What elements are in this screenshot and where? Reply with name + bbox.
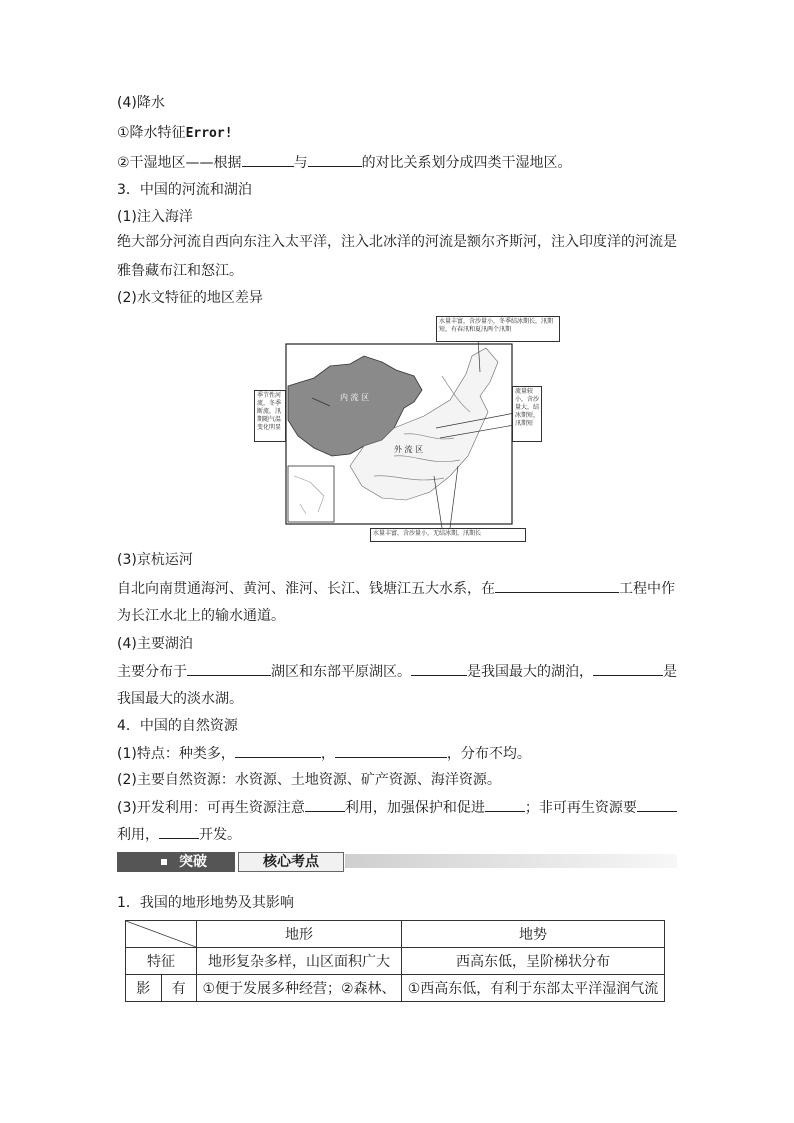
error-marker: Error! — [185, 126, 233, 141]
ocean-para-line1: 绝大部分河流自西向东注入太平洋，注入北冰洋的河流是额尔齐斯河，注入印度洋的河流是 — [117, 234, 677, 250]
table-corner-cell — [126, 921, 197, 948]
canal-para-line2: 为长江水北上的输水通道。 — [117, 608, 285, 624]
resources-title: 4．中国的自然资源 — [117, 718, 238, 734]
note-yellow-river: 流量较小，含沙量大，结冰期短，汛期短 — [512, 386, 542, 442]
fill-blank[interactable] — [495, 578, 619, 593]
dry-wet-text-c: 的对比关系划分成四类干湿地区。 — [361, 155, 572, 171]
map-figure — [254, 316, 554, 542]
lakes-para-line1 — [117, 661, 677, 682]
use-text-e: 开发。 — [199, 827, 241, 843]
lakes-subheading: (4)主要湖泊 — [117, 636, 193, 652]
table-row-label: 影 — [126, 975, 162, 1002]
use-text-d: 利用， — [117, 827, 159, 843]
table-header-terrain: 地形 — [197, 921, 402, 948]
features-text-c: ，分布不均。 — [446, 746, 531, 762]
table-cell: 西高东低，呈阶梯状分布 — [402, 948, 665, 975]
lakes-para-line2: 我国最大的淡水湖。 — [117, 691, 243, 707]
lakes-text-a: 主要分布于 — [117, 664, 187, 680]
table-cell: 地形复杂多样，山区面积广大 — [197, 948, 402, 975]
note-south: 水量丰富，含沙量小，无结冰期，汛期长 — [370, 528, 526, 542]
canal-para-line1 — [117, 578, 675, 599]
resources-use-line2 — [117, 824, 241, 845]
dry-wet-text-a: ②干湿地区——根据 — [117, 155, 242, 171]
dry-wet-text-b: 与 — [293, 155, 308, 171]
table-header-relief: 地势 — [402, 921, 665, 948]
canal-text-b: 工程中作 — [619, 581, 675, 597]
terrain-table — [125, 920, 665, 1002]
precipitation-feature-label: ①降水特征 — [117, 125, 186, 141]
outer-region-label: 外 流 区 — [394, 445, 424, 454]
fill-blank[interactable] — [637, 797, 677, 812]
canal-subheading: (3)京杭运河 — [117, 552, 193, 568]
ocean-subheading: (1)注入海洋 — [117, 209, 193, 225]
fill-blank[interactable] — [308, 152, 362, 167]
table-cell: ①西高东低，有利于东部太平洋湿润气流 — [402, 975, 665, 1002]
lakes-text-d: 是 — [663, 664, 677, 680]
use-text-b: 利用，加强保护和促进 — [344, 800, 485, 816]
lakes-text-c: 是我国最大的湖泊， — [467, 664, 593, 680]
fill-blank[interactable] — [335, 743, 447, 758]
fill-blank[interactable] — [159, 824, 199, 839]
terrain-title: 1．我国的地形地势及其影响 — [117, 895, 294, 911]
fill-blank[interactable] — [235, 743, 321, 758]
fill-blank[interactable] — [593, 661, 663, 676]
ocean-para-line2: 雅鲁藏布江和怒江。 — [117, 263, 243, 279]
fill-blank[interactable] — [242, 152, 294, 167]
table-row-label: 特征 — [126, 948, 197, 975]
fill-blank[interactable] — [485, 797, 525, 812]
features-text-b: ， — [320, 746, 335, 762]
section-banner — [117, 852, 677, 872]
table-row — [126, 948, 665, 975]
fill-blank[interactable] — [187, 661, 271, 676]
inner-region-label: 内 流 区 — [340, 393, 370, 402]
features-text-a: (1)特点：种类多， — [117, 746, 235, 762]
table-cell: ①便于发展多种经营；②森林、 — [197, 975, 402, 1002]
note-northeast: 水量丰富，含沙量小，冬季结冰期长，汛期短，有春汛和夏汛两个汛期 — [436, 316, 560, 342]
resources-features-line — [117, 743, 531, 764]
south-sea-inset — [288, 466, 334, 522]
china-hydrology-map — [254, 316, 554, 542]
table-row — [126, 975, 665, 1002]
fill-blank[interactable] — [305, 797, 345, 812]
canal-text-a: 自北向南贯通海河、黄河、淮河、长江、钱塘江五大水系，在 — [117, 581, 495, 597]
precipitation-heading: (4)降水 — [117, 95, 165, 111]
precipitation-feature-line — [117, 123, 233, 144]
note-northwest: 季节性河流，冬季断流，汛期随气温变化明显 — [254, 390, 286, 442]
rivers-lakes-title: 3．中国的河流和湖泊 — [117, 182, 252, 198]
use-text-a: (3)开发利用：可再生资源注意 — [117, 800, 305, 816]
square-bullet-icon — [161, 859, 167, 865]
table-row-label: 有 — [161, 975, 197, 1002]
lakes-text-b: 湖区和东部平原湖区。 — [271, 664, 411, 680]
use-text-c: ；非可再生资源要 — [524, 800, 637, 816]
banner-tab: 核心考点 — [238, 852, 344, 872]
hydrology-subheading: (2)水文特征的地区差异 — [117, 290, 263, 306]
table-row — [126, 921, 665, 948]
resources-use-line1 — [117, 797, 677, 818]
banner-fade — [345, 854, 677, 868]
banner-lead — [117, 852, 235, 872]
banner-lead-label: 突破 — [179, 854, 207, 870]
dry-wet-line — [117, 152, 572, 173]
fill-blank[interactable] — [411, 661, 467, 676]
resources-main-line: (2)主要自然资源：水资源、土地资源、矿产资源、海洋资源。 — [117, 772, 501, 788]
